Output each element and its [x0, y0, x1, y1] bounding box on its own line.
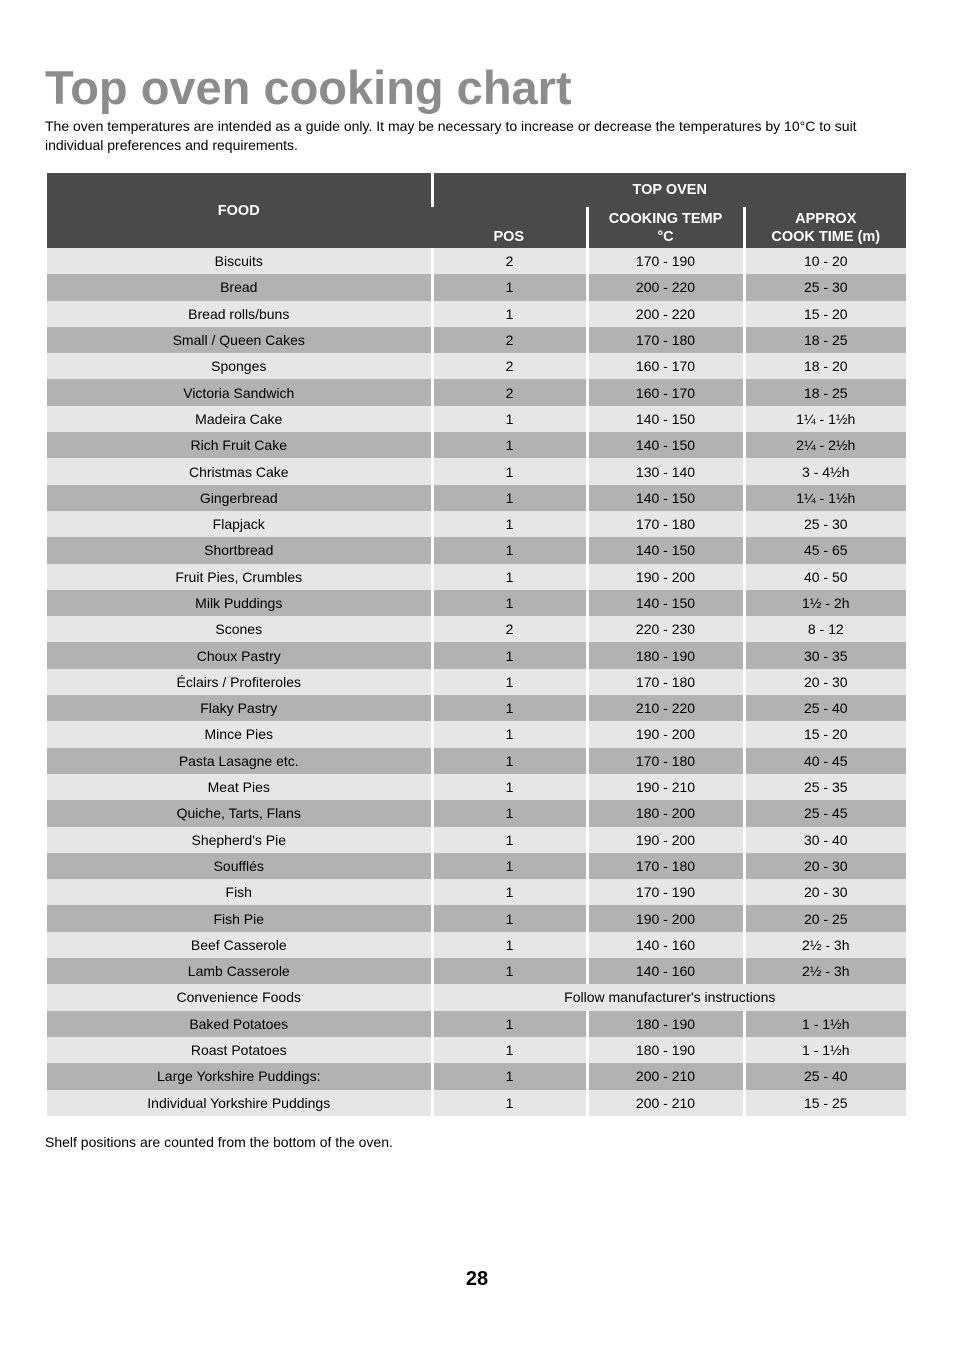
table-row	[47, 511, 906, 537]
cell-temp: 140 - 150	[587, 590, 744, 616]
table-row	[47, 564, 906, 590]
cell-temp: 170 - 180	[587, 327, 744, 353]
table-row	[47, 1011, 906, 1037]
cell-time: 1 - 1½h	[744, 1037, 906, 1063]
footnote: Shelf positions are counted from the bottom of the oven.	[45, 1134, 393, 1150]
cell-time: 25 - 40	[744, 1063, 906, 1089]
cell-temp: 180 - 190	[587, 642, 744, 668]
cell-pos: 1	[432, 642, 587, 668]
cell-food: Shepherd's Pie	[47, 827, 432, 853]
header-cook-time	[744, 207, 906, 248]
cell-time: 20 - 30	[744, 669, 906, 695]
table-row	[47, 853, 906, 879]
cell-time: 8 - 12	[744, 616, 906, 642]
cell-pos: 1	[432, 879, 587, 905]
cell-food: Lamb Casserole	[47, 958, 432, 984]
cell-time: 1 - 1½h	[744, 1011, 906, 1037]
cooking-chart-table	[47, 173, 906, 1116]
cell-temp: 180 - 190	[587, 1011, 744, 1037]
cell-food: Sponges	[47, 353, 432, 379]
cell-food: Individual Yorkshire Puddings	[47, 1090, 432, 1116]
cell-temp: 190 - 200	[587, 905, 744, 931]
cell-temp: 170 - 180	[587, 748, 744, 774]
cell-temp: 170 - 190	[587, 879, 744, 905]
table-row	[47, 774, 906, 800]
cell-temp: 200 - 210	[587, 1063, 744, 1089]
cell-time: 18 - 20	[744, 353, 906, 379]
cell-pos: 1	[432, 932, 587, 958]
cell-temp: 140 - 160	[587, 958, 744, 984]
cell-time: 15 - 20	[744, 721, 906, 747]
cell-temp: 190 - 210	[587, 774, 744, 800]
table-row	[47, 327, 906, 353]
cell-time: 25 - 30	[744, 274, 906, 300]
cell-temp: 200 - 210	[587, 1090, 744, 1116]
cell-temp: 180 - 190	[587, 1037, 744, 1063]
table-row	[47, 800, 906, 826]
cell-pos: 1	[432, 590, 587, 616]
cell-pos: 2	[432, 248, 587, 274]
cell-food: Mince Pies	[47, 721, 432, 747]
cell-food: Éclairs / Profiteroles	[47, 669, 432, 695]
page-title: Top oven cooking chart	[45, 61, 572, 114]
cell-food: Beef Casserole	[47, 932, 432, 958]
cell-pos: 1	[432, 564, 587, 590]
cell-pos: 1	[432, 669, 587, 695]
table-row	[47, 301, 906, 327]
cell-time: 40 - 45	[744, 748, 906, 774]
cell-time: 40 - 50	[744, 564, 906, 590]
cell-food: Biscuits	[47, 248, 432, 274]
table-row	[47, 879, 906, 905]
cell-temp: 170 - 180	[587, 511, 744, 537]
cell-pos: 1	[432, 958, 587, 984]
cell-time: 25 - 45	[744, 800, 906, 826]
cell-food: Large Yorkshire Puddings:	[47, 1063, 432, 1089]
cell-pos: 1	[432, 1063, 587, 1089]
cell-food: Fish Pie	[47, 905, 432, 931]
header-pos: POS	[432, 207, 587, 248]
header-cooking-temp	[587, 207, 744, 248]
cell-time: 20 - 25	[744, 905, 906, 931]
cell-temp: 140 - 150	[587, 432, 744, 458]
cell-pos: 2	[432, 616, 587, 642]
cell-food: Choux Pastry	[47, 642, 432, 668]
cell-time: 25 - 40	[744, 695, 906, 721]
cell-temp: 200 - 220	[587, 274, 744, 300]
table-row	[47, 458, 906, 484]
table-row	[47, 1063, 906, 1089]
table-row	[47, 669, 906, 695]
cell-food: Fish	[47, 879, 432, 905]
cell-pos: 1	[432, 853, 587, 879]
cell-temp: 130 - 140	[587, 458, 744, 484]
cell-temp: 140 - 150	[587, 537, 744, 563]
cell-pos: 1	[432, 748, 587, 774]
cell-pos: 1	[432, 274, 587, 300]
cell-time: 2½ - 3h	[744, 958, 906, 984]
cell-food: Convenience Foods	[47, 984, 432, 1010]
cell-pos: 1	[432, 485, 587, 511]
cell-pos: 1	[432, 511, 587, 537]
table-row	[47, 1090, 906, 1116]
cell-pos: 1	[432, 301, 587, 327]
cell-temp: 170 - 180	[587, 669, 744, 695]
cell-pos: 1	[432, 827, 587, 853]
cell-food: Flapjack	[47, 511, 432, 537]
cell-food: Milk Puddings	[47, 590, 432, 616]
cell-temp: 140 - 150	[587, 485, 744, 511]
table-row	[47, 432, 906, 458]
cell-pos: 1	[432, 695, 587, 721]
cell-pos: 1	[432, 800, 587, 826]
cell-temp: 190 - 200	[587, 721, 744, 747]
cell-food: Meat Pies	[47, 774, 432, 800]
cell-pos: 1	[432, 1011, 587, 1037]
header-cook-time-line1: APPROX	[795, 211, 857, 227]
cell-pos: 1	[432, 406, 587, 432]
cell-time: 30 - 40	[744, 827, 906, 853]
cell-time: 3 - 4½h	[744, 458, 906, 484]
table-row	[47, 748, 906, 774]
cell-time: 25 - 30	[744, 511, 906, 537]
cell-food: Small / Queen Cakes	[47, 327, 432, 353]
cell-temp: 170 - 180	[587, 853, 744, 879]
cell-pos: 1	[432, 537, 587, 563]
table-row	[47, 958, 906, 984]
cell-pos: 1	[432, 458, 587, 484]
cell-temp: 180 - 200	[587, 800, 744, 826]
cell-food: Pasta Lasagne etc.	[47, 748, 432, 774]
table-row	[47, 248, 906, 274]
cell-pos: 1	[432, 1037, 587, 1063]
cell-pos: 2	[432, 327, 587, 353]
cell-pos: 1	[432, 905, 587, 931]
table-row	[47, 537, 906, 563]
cell-food: Quiche, Tarts, Flans	[47, 800, 432, 826]
cell-time: 20 - 30	[744, 853, 906, 879]
cell-pos: 1	[432, 774, 587, 800]
cell-food: Rich Fruit Cake	[47, 432, 432, 458]
cell-temp: 190 - 200	[587, 564, 744, 590]
table-row	[47, 590, 906, 616]
cell-time: 1¼ - 1½h	[744, 485, 906, 511]
header-food: FOOD	[47, 173, 432, 248]
header-cooking-temp-line1: COOKING TEMP	[608, 211, 723, 227]
cell-time: 45 - 65	[744, 537, 906, 563]
cell-food: Scones	[47, 616, 432, 642]
table-row	[47, 721, 906, 747]
header-cooking-temp-line2: °C	[657, 229, 674, 245]
table-row	[47, 642, 906, 668]
cell-food: Baked Potatoes	[47, 1011, 432, 1037]
cell-temp: 160 - 170	[587, 379, 744, 405]
table-row	[47, 905, 906, 931]
table-row	[47, 353, 906, 379]
cell-time: 1¼ - 1½h	[744, 406, 906, 432]
cell-food: Gingerbread	[47, 485, 432, 511]
cell-temp: 160 - 170	[587, 353, 744, 379]
table-row	[47, 827, 906, 853]
cell-time: 20 - 30	[744, 879, 906, 905]
header-cook-time-line2: COOK TIME (m)	[771, 229, 881, 245]
cell-time: 2½ - 3h	[744, 932, 906, 958]
cell-food: Roast Potatoes	[47, 1037, 432, 1063]
cell-time: 15 - 20	[744, 301, 906, 327]
cell-food: Victoria Sandwich	[47, 379, 432, 405]
cell-temp: 140 - 160	[587, 932, 744, 958]
table-row	[47, 274, 906, 300]
cell-time: 18 - 25	[744, 327, 906, 353]
cell-pos: 2	[432, 353, 587, 379]
cell-pos: 2	[432, 379, 587, 405]
cell-pos: 1	[432, 721, 587, 747]
table-row	[47, 406, 906, 432]
cell-pos: 1	[432, 1090, 587, 1116]
table-row	[47, 485, 906, 511]
cell-time: 15 - 25	[744, 1090, 906, 1116]
table-row	[47, 932, 906, 958]
cell-food: Flaky Pastry	[47, 695, 432, 721]
intro-text: The oven temperatures are intended as a guide only. It may be necessary to increase or decrease the temperatures by 10°C to suit individual preferences and requirements.	[45, 118, 857, 153]
cell-pos: 1	[432, 432, 587, 458]
page-number: 28	[465, 1268, 489, 1290]
table-row	[47, 695, 906, 721]
header-top-oven: TOP OVEN	[432, 173, 906, 207]
table-row	[47, 616, 906, 642]
table-row	[47, 1037, 906, 1063]
cell-note: Follow manufacturer's instructions	[432, 984, 906, 1010]
cell-time: 1½ - 2h	[744, 590, 906, 616]
cell-temp: 140 - 150	[587, 406, 744, 432]
cell-time: 25 - 35	[744, 774, 906, 800]
cell-time: 18 - 25	[744, 379, 906, 405]
table-row	[47, 379, 906, 405]
cell-temp: 200 - 220	[587, 301, 744, 327]
table-row	[47, 984, 906, 1010]
cell-temp: 170 - 190	[587, 248, 744, 274]
cell-time: 30 - 35	[744, 642, 906, 668]
cell-food: Bread rolls/buns	[47, 301, 432, 327]
cell-temp: 210 - 220	[587, 695, 744, 721]
cell-temp: 220 - 230	[587, 616, 744, 642]
cell-food: Soufflés	[47, 853, 432, 879]
cell-temp: 190 - 200	[587, 827, 744, 853]
cell-food: Shortbread	[47, 537, 432, 563]
table-body	[47, 248, 906, 1116]
cell-time: 2¼ - 2½h	[744, 432, 906, 458]
cell-time: 10 - 20	[744, 248, 906, 274]
cell-food: Madeira Cake	[47, 406, 432, 432]
cell-food: Christmas Cake	[47, 458, 432, 484]
cell-food: Bread	[47, 274, 432, 300]
cell-food: Fruit Pies, Crumbles	[47, 564, 432, 590]
